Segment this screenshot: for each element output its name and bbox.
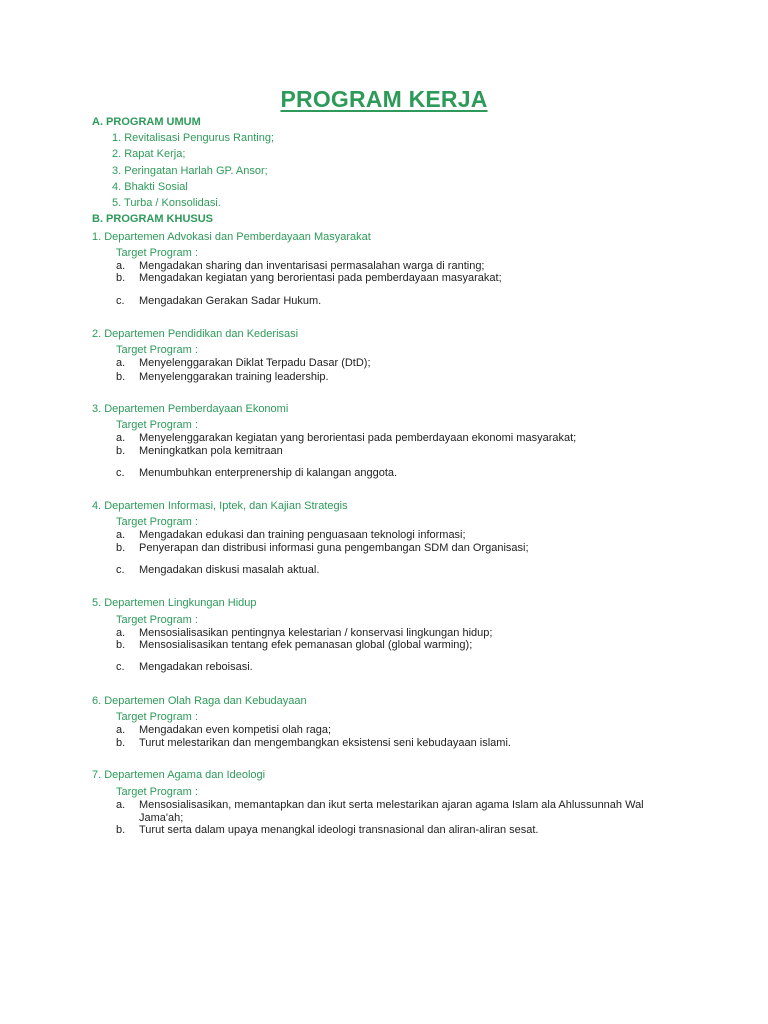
department-title: 7. Departemen Agama dan Ideologi	[92, 769, 266, 781]
list-item: Mensosialisasikan, memantapkan dan ikut serta melestarikan ajaran agama Islam ala Ahlussunnah Wal Jama'ah;	[139, 799, 644, 824]
list-item-label: b.	[116, 824, 126, 836]
list-item-label: b.	[116, 371, 126, 383]
list-item-label: a.	[116, 799, 126, 811]
list-item-label: a.	[116, 260, 126, 272]
list-item-label: a.	[116, 432, 126, 444]
section-a-item: 4. Bhakti Sosial	[112, 181, 188, 193]
page-title: PROGRAM KERJA	[280, 86, 488, 112]
list-item: Mensosialisasikan pentingnya kelestarian / konservasi lingkungan hidup;	[139, 627, 493, 639]
list-item-label: a.	[116, 529, 126, 541]
list-item: Mengadakan reboisasi.	[139, 661, 253, 673]
list-item: Menyelenggarakan training leadership.	[139, 371, 329, 383]
section-a-item: 3. Peringatan Harlah GP. Ansor;	[112, 165, 268, 177]
list-item-label: b.	[116, 639, 126, 651]
target-program-label: Target Program :	[116, 344, 198, 356]
list-item-label: a.	[116, 627, 126, 639]
list-item-label: b.	[116, 272, 126, 284]
target-program-label: Target Program :	[116, 419, 198, 431]
list-item-label: c.	[116, 467, 125, 479]
target-program-label: Target Program :	[116, 516, 198, 528]
department-title: 2. Departemen Pendidikan dan Kederisasi	[92, 328, 299, 340]
list-item-label: a.	[116, 724, 126, 736]
list-item-label: c.	[116, 295, 125, 307]
target-program-label: Target Program :	[116, 711, 198, 723]
list-item-label: b.	[116, 445, 126, 457]
list-item: Menyelenggarakan Diklat Terpadu Dasar (DtD);	[139, 357, 371, 369]
list-item: Mengadakan diskusi masalah aktual.	[139, 564, 320, 576]
list-item: Mengadakan kegiatan yang berorientasi pada pemberdayaan masyarakat;	[139, 272, 502, 284]
department-title: 1. Departemen Advokasi dan Pemberdayaan Masyarakat	[92, 231, 371, 243]
department-title: 6. Departemen Olah Raga dan Kebudayaan	[92, 695, 307, 707]
list-item: Menyelenggarakan kegiatan yang berorientasi pada pemberdayaan ekonomi masyarakat;	[139, 432, 577, 444]
list-item: Mengadakan Gerakan Sadar Hukum.	[139, 295, 322, 307]
target-program-label: Target Program :	[116, 786, 198, 798]
target-program-label: Target Program :	[116, 614, 198, 626]
department-title: 5. Departemen Lingkungan Hidup	[92, 597, 257, 609]
list-item-label: c.	[116, 564, 125, 576]
list-item: Turut serta dalam upaya menangkal ideologi transnasional dan aliran-aliran sesat.	[139, 824, 539, 836]
list-item: Mensosialisasikan tentang efek pemanasan global (global warming);	[139, 639, 473, 651]
list-item-label: b.	[116, 737, 126, 749]
list-item: Mengadakan even kompetisi olah raga;	[139, 724, 332, 736]
list-item-label: a.	[116, 357, 126, 369]
list-item: Meningkatkan pola kemitraan	[139, 445, 283, 457]
department-title: 4. Departemen Informasi, Iptek, dan Kajian Strategis	[92, 500, 348, 512]
section-a-item: 2. Rapat Kerja;	[112, 148, 186, 160]
list-item: Menumbuhkan enterprenership di kalangan anggota.	[139, 467, 398, 479]
list-item: Mengadakan edukasi dan training penguasaan teknologi informasi;	[139, 529, 466, 541]
list-item: Mengadakan sharing dan inventarisasi permasalahan warga di ranting;	[139, 260, 485, 272]
section-a-item: 5. Turba / Konsolidasi.	[112, 197, 221, 209]
section-b-heading: B. PROGRAM KHUSUS	[92, 213, 214, 225]
list-item: Penyerapan dan distribusi informasi guna pengembangan SDM dan Organisasi;	[139, 542, 529, 554]
section-a-heading: A. PROGRAM UMUM	[92, 116, 201, 128]
list-item-label: b.	[116, 542, 126, 554]
target-program-label: Target Program :	[116, 247, 198, 259]
department-title: 3. Departemen Pemberdayaan Ekonomi	[92, 403, 289, 415]
list-item-label: c.	[116, 661, 125, 673]
list-item: Turut melestarikan dan mengembangkan eksistensi seni kebudayaan islami.	[139, 737, 511, 749]
section-a-item: 1. Revitalisasi Pengurus Ranting;	[112, 132, 275, 144]
